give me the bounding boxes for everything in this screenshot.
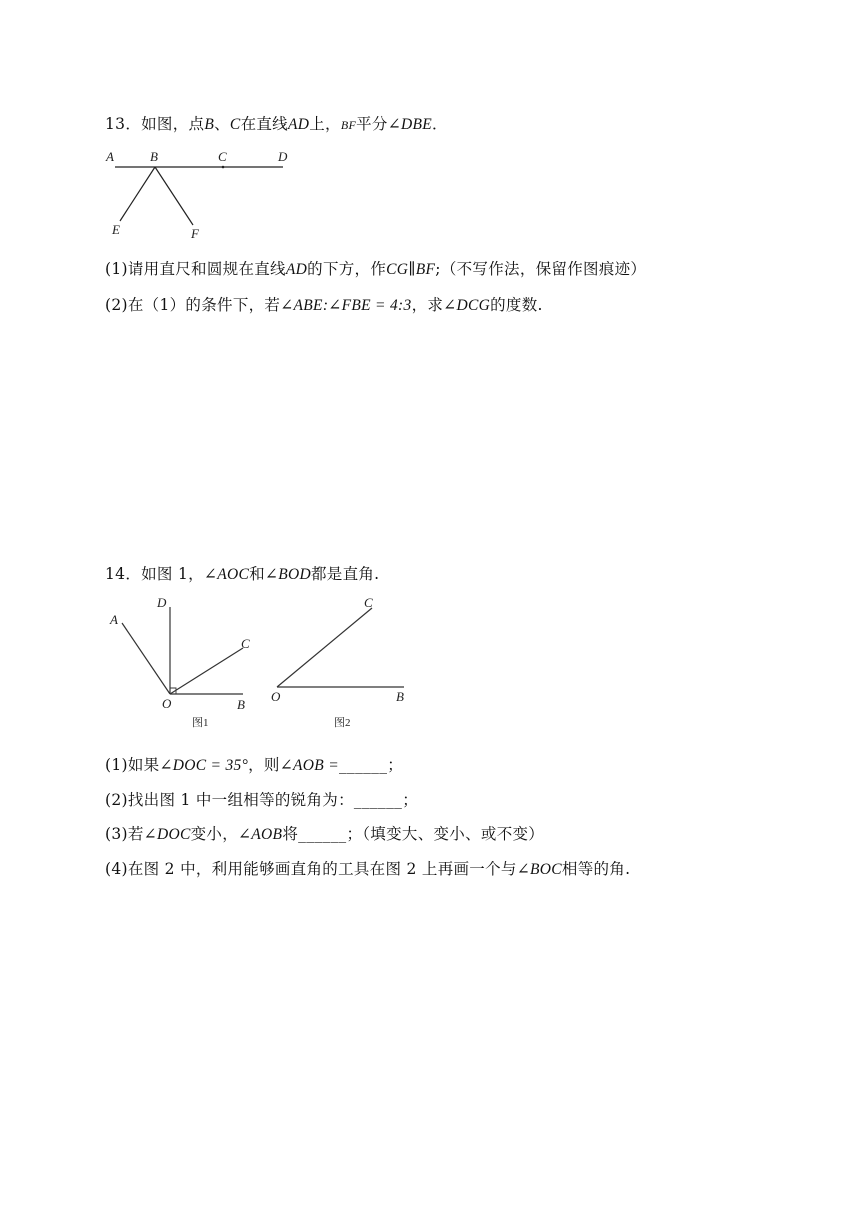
q14-part2: (2)找出图 1 中一组相等的锐角为：______； (105, 791, 419, 809)
q13-figure (100, 145, 300, 245)
q13-label-E: E (112, 222, 120, 237)
q13-label-D: D (278, 149, 288, 164)
answer-blank-3[interactable]: ______ (298, 825, 347, 843)
fig1-label-C: C (241, 636, 250, 651)
q13-part1: (1)请用直尺和圆规在直线AD的下方，作CG∥BF;（不写作法，保留作图痕迹） (105, 260, 647, 278)
q14-part3: (3)若∠DOC变小，∠AOB将______；（填变大、变小、或不变） (105, 825, 545, 843)
q13-number: 13． (105, 115, 142, 133)
q14-figure-2 (265, 593, 415, 733)
fig2-label-C: C (364, 595, 373, 610)
q13-label-B: B (150, 149, 158, 164)
fig1-label-B: B (237, 697, 245, 712)
q13-part2: (2)在（1）的条件下，若∠ABE:∠FBE = 4:3，求∠DCG的度数. (105, 296, 543, 314)
q14-number: 14． (105, 565, 142, 583)
fig1-label-A: A (110, 612, 118, 627)
q14-stem: 14．如图 1，∠AOC和∠BOD都是直角. (105, 565, 380, 583)
q14-figure-1 (100, 593, 260, 733)
q13-label-C: C (218, 149, 227, 164)
q14-part1: (1)如果∠DOC = 35°，则∠AOB =______； (105, 756, 404, 774)
q13-label-F: F (191, 226, 199, 241)
q13-stem: 13．如图，点B、C在直线AD上，BF平分∠DBE． (105, 115, 448, 133)
fig2-caption: 图2 (334, 717, 351, 729)
fig1-caption: 图1 (192, 717, 209, 729)
answer-blank-2[interactable]: ______ (353, 791, 403, 809)
fig1-label-D: D (157, 595, 167, 610)
q14-part4: (4)在图 2 中，利用能够画直角的工具在图 2 上再画一个与∠BOC相等的角. (105, 860, 631, 878)
fig2-label-B: B (396, 689, 404, 704)
fig2-label-O: O (271, 689, 281, 704)
answer-blank-1[interactable]: ______ (338, 756, 388, 774)
fig1-label-O: O (162, 696, 172, 711)
q13-label-A: A (106, 149, 114, 164)
